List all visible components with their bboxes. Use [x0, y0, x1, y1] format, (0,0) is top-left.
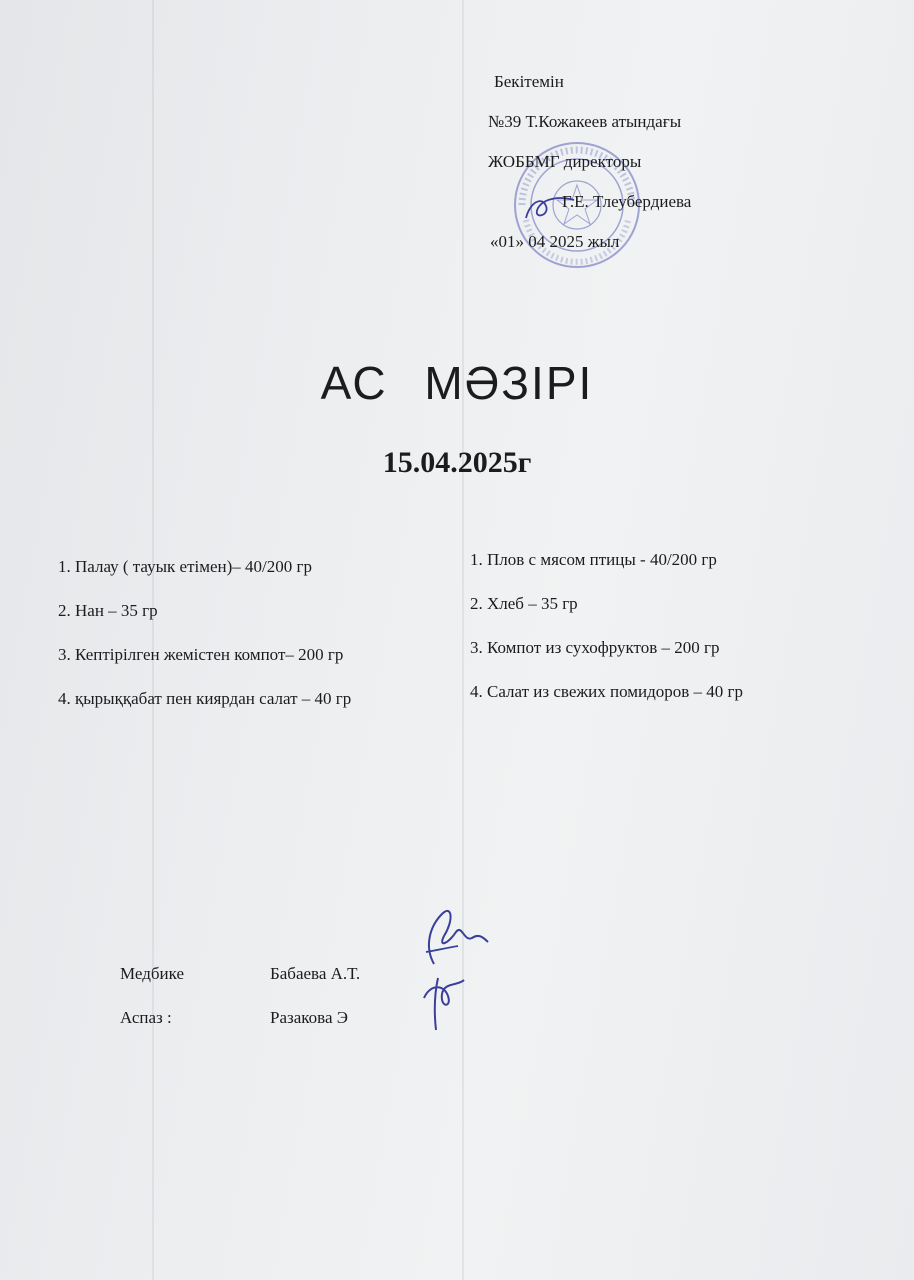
menu-item: 3. Кептірілген жемістен компот– 200 гр: [58, 645, 344, 664]
menu-item: 4. Салат из свежих помидоров – 40 гр: [470, 682, 744, 701]
menu-item: 2. Хлеб – 35 гр: [470, 594, 578, 613]
approval-line-director-name: Г.Е. Тлеубердиева: [562, 192, 692, 211]
page-title: АС МӘЗІРІ: [320, 357, 594, 409]
menu-item: 1. Плов с мясом птицы - 40/200 гр: [470, 550, 717, 569]
menu-list-russian: [470, 538, 743, 714]
menu-item: 4. қырыққабат пен киярдан салат – 40 гр: [58, 689, 352, 708]
signature-name: Разакова Э: [270, 1008, 348, 1027]
nurse-signature-icon: [412, 906, 492, 972]
approval-line-date: «01» 04 2025 жыл: [490, 232, 620, 251]
paper-fold-line: [462, 0, 464, 1280]
menu-list-kazakh: [58, 545, 351, 721]
approval-block: [488, 62, 691, 262]
menu-item: 2. Нан – 35 гр: [58, 601, 158, 620]
signature-name: Бабаева А.Т.: [270, 964, 361, 983]
signature-role: Аспаз :: [120, 1008, 172, 1027]
menu-date: 15.04.2025г: [382, 446, 532, 479]
menu-item: 3. Компот из сухофруктов – 200 гр: [470, 638, 720, 657]
cook-signature-icon: [414, 972, 472, 1032]
approval-line-approve: Бекітемін: [494, 72, 564, 91]
menu-item: 1. Палау ( тауык етімен)– 40/200 гр: [58, 557, 313, 576]
approval-line-school: №39 Т.Кожакеев атындағы: [488, 112, 682, 131]
signature-role: Медбике: [120, 964, 184, 983]
approval-line-position: ЖОББМГ директоры: [488, 152, 642, 171]
